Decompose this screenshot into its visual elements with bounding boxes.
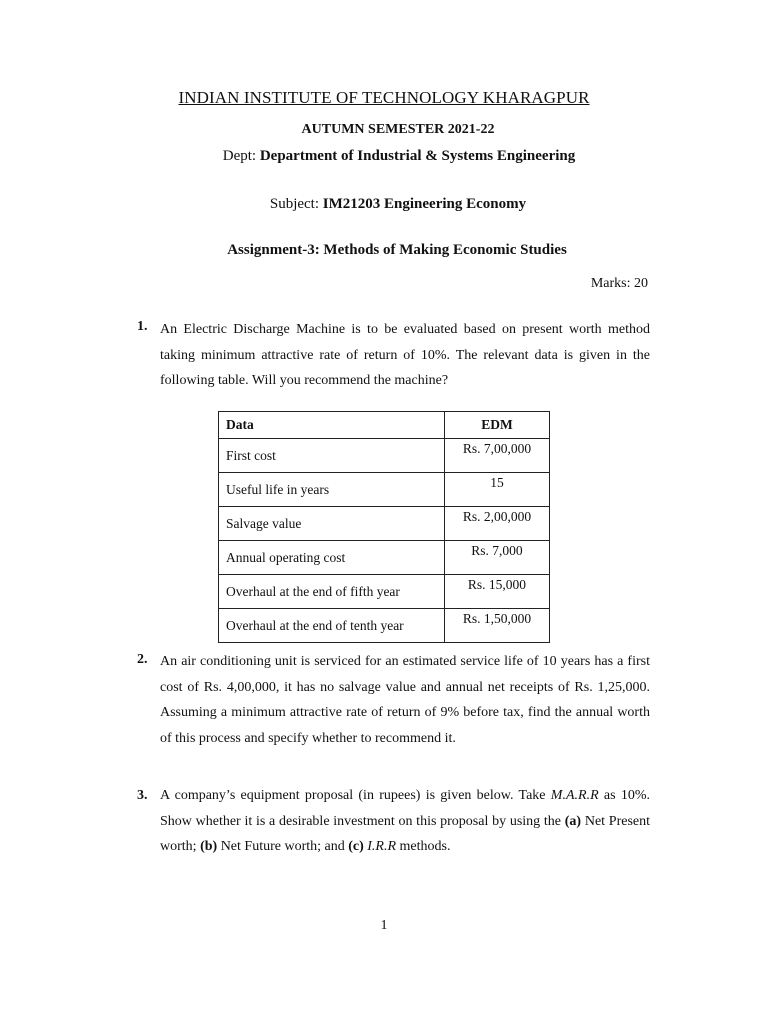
question-1-text: An Electric Discharge Machine is to be evaluated based on present worth method taking minimum attractive rate of return of 10%. The relevant data is given in the following table. Will you recommend the machine? bbox=[160, 322, 650, 388]
assignment-title: Assignment-3: Methods of Making Economic Studies bbox=[227, 242, 567, 258]
table-cell-label: Annual operating cost bbox=[219, 541, 445, 575]
q3-marr: M.A.R.R bbox=[550, 788, 599, 803]
table-cell-value: Rs. 1,50,000 bbox=[445, 609, 550, 643]
q3-part: Net Future worth; and bbox=[217, 839, 349, 854]
subject-value: IM21203 Engineering Economy bbox=[322, 196, 527, 212]
page-number: 1 bbox=[380, 918, 388, 933]
marks: Marks: 20 bbox=[590, 276, 648, 291]
table-row bbox=[219, 507, 550, 541]
table-row bbox=[219, 439, 550, 473]
table-row bbox=[219, 575, 550, 609]
q3-part: Net Present worth; bbox=[160, 813, 650, 854]
question-3-number: 3. bbox=[137, 788, 148, 803]
question-2-number: 2. bbox=[137, 652, 148, 667]
table-cell-value: Rs. 7,000 bbox=[445, 541, 550, 575]
subject-label: Subject: bbox=[269, 196, 320, 212]
q3-part: methods. bbox=[396, 839, 451, 854]
table-header-row bbox=[219, 412, 550, 439]
dept-value: Department of Industrial & Systems Engineering bbox=[259, 148, 576, 164]
q3-label-a: (a) bbox=[564, 813, 582, 829]
question-2-text: An air conditioning unit is serviced for an estimated service life of 10 years has a first cost of Rs. 4,00,000, it has no salvage value and annual net receipts of Rs. 1,25,000. Assuming a minimum attractive rate of return of 9% before tax, find the annual worth of this process and specify whether to recommend it. bbox=[160, 654, 650, 746]
table-cell-value: Rs. 15,000 bbox=[445, 575, 550, 609]
table-cell-label: Overhaul at the end of fifth year bbox=[219, 575, 445, 609]
edm-data-table bbox=[218, 411, 550, 643]
table-cell-label: First cost bbox=[219, 439, 445, 473]
q3-irr: I.R.R bbox=[367, 839, 397, 854]
q3-part: as 10%. Show whether it is a desirable investment on this proposal by using the bbox=[160, 788, 650, 829]
table-row bbox=[219, 541, 550, 575]
table-cell-value: 15 bbox=[445, 473, 550, 507]
department bbox=[0, 148, 768, 165]
semester: AUTUMN SEMESTER 2021-22 bbox=[301, 122, 495, 137]
table-cell-value: Rs. 7,00,000 bbox=[445, 439, 550, 473]
dept-label: Dept: bbox=[222, 148, 257, 164]
table-cell-label: Overhaul at the end of tenth year bbox=[219, 609, 445, 643]
question-1-number: 1. bbox=[137, 319, 148, 334]
table-cell-value: Rs. 2,00,000 bbox=[445, 507, 550, 541]
q3-label-b: (b) bbox=[200, 839, 218, 854]
table-header-edm: EDM bbox=[445, 412, 550, 439]
table-cell-label: Salvage value bbox=[219, 507, 445, 541]
q3-part: A company’s equipment proposal (in rupees) is given below. Take bbox=[160, 788, 551, 803]
table-header-data: Data bbox=[219, 412, 445, 439]
subject bbox=[0, 196, 768, 213]
institute-title: INDIAN INSTITUTE OF TECHNOLOGY KHARAGPUR bbox=[178, 88, 590, 107]
q3-label-c: (c) bbox=[348, 839, 364, 854]
table-row bbox=[219, 473, 550, 507]
table-cell-label: Useful life in years bbox=[219, 473, 445, 507]
question-3-text bbox=[160, 783, 650, 860]
table-row bbox=[219, 609, 550, 643]
